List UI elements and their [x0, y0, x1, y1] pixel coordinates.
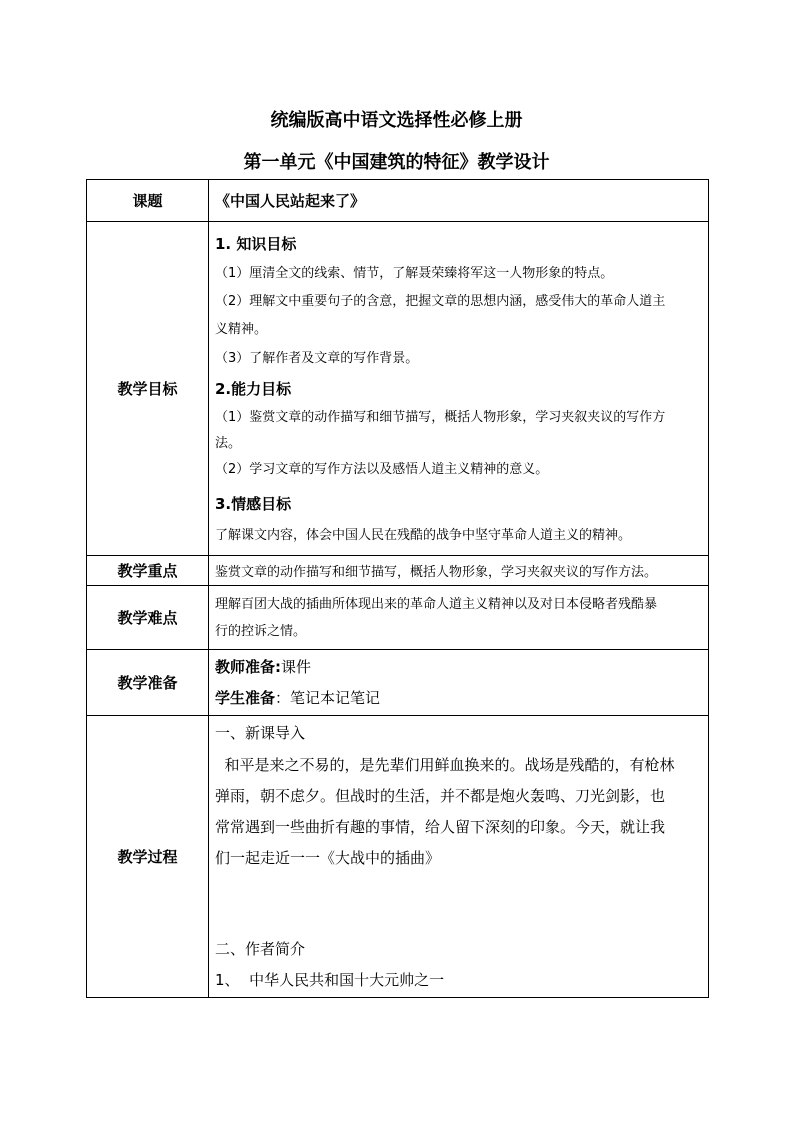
process-content [209, 716, 709, 998]
table-row-topic [87, 180, 709, 222]
difficulties-content [209, 586, 709, 650]
document-title: 统编版高中语文选择性必修上册 [270, 110, 523, 131]
teacher-preparation [215, 652, 702, 683]
lesson-plan-table [86, 179, 709, 998]
section-author: 二、作者简介 [215, 940, 306, 958]
blank-space [215, 874, 702, 934]
key-points-value: 鉴赏文章的动作描写和细节描写，概括人物形象，学习夹叙夹议的写作方法。 [209, 556, 709, 586]
intro-line-1: 和平是来之不易的，是先辈们用鲜血换来的。战场是残酷的，有枪林 [215, 756, 675, 774]
objectives-content [209, 222, 709, 556]
row-label-process: 教学过程 [87, 716, 209, 998]
intro-line-4: 们一起走近一一《大战中的插曲》 [215, 849, 441, 867]
row-label-topic: 课题 [87, 180, 209, 222]
section-new-lesson: 一、新课导入 [215, 724, 306, 742]
difficulties-line-1: 理解百团大战的插曲所体现出来的革命人道主义精神以及对日本侵略者残酷暴 [215, 596, 658, 612]
row-label-preparation: 教学准备 [87, 650, 209, 716]
student-preparation-value: ：笔记本记笔记 [275, 688, 381, 707]
emotion-heading: 3.情感目标 [215, 495, 292, 513]
intro-line-3: 常常遇到一些曲折有趣的事情，给人留下深刻的印象。今天，就让我 [215, 818, 666, 836]
intro-line-2: 弹雨，朝不虑夕。但战时的生活，并不都是炮火轰鸣、刀光剑影，也 [215, 787, 666, 805]
knowledge-item-2: （2）理解文中重要句子的含意，把握文章的思想内涵，感受伟大的革命人道主 [215, 294, 666, 309]
document-subtitle: 第一单元《中国建筑的特征》教学设计 [243, 152, 550, 173]
knowledge-heading: 1. 知识目标 [215, 235, 297, 253]
ability-item-1-cont: 法。 [215, 436, 242, 451]
table-row-key-points [87, 556, 709, 586]
author-item-1: 1、 中华人民共和国十大元帅之一 [215, 971, 445, 989]
table-row-process [87, 716, 709, 998]
difficulties-line-2: 行的控诉之情。 [215, 623, 307, 639]
knowledge-item-2-cont: 义精神。 [215, 322, 268, 337]
row-label-difficulties: 教学难点 [87, 586, 209, 650]
student-preparation-label: 学生准备 [215, 688, 276, 707]
ability-heading: 2.能力目标 [215, 380, 292, 398]
teacher-preparation-label: 教师准备: [215, 657, 281, 676]
knowledge-item-3: （3）了解作者及文章的写作背景。 [215, 351, 419, 366]
topic-value: 《中国人民站起来了》 [209, 180, 709, 222]
emotion-item-1: 了解课文内容，体会中国人民在残酷的战争中坚守革命人道主义的精神。 [215, 528, 632, 543]
knowledge-item-1: （1）厘清全文的线索、情节，了解聂荣臻将军这一人物形象的特点。 [215, 266, 614, 281]
preparation-content [209, 650, 709, 716]
table-row-objectives [87, 222, 709, 556]
ability-item-1: （1）鉴赏文章的动作描写和细节描写，概括人物形象，学习夹叙夹议的写作方 [215, 410, 666, 425]
teacher-preparation-value: 课件 [281, 657, 312, 676]
row-label-key-points: 教学重点 [87, 556, 209, 586]
row-label-objectives: 教学目标 [87, 222, 209, 556]
student-preparation [215, 683, 702, 714]
table-row-difficulties [87, 586, 709, 650]
table-row-preparation [87, 650, 709, 716]
ability-item-2: （2）学习文章的写作方法以及感悟人道主义精神的意义。 [215, 462, 549, 477]
